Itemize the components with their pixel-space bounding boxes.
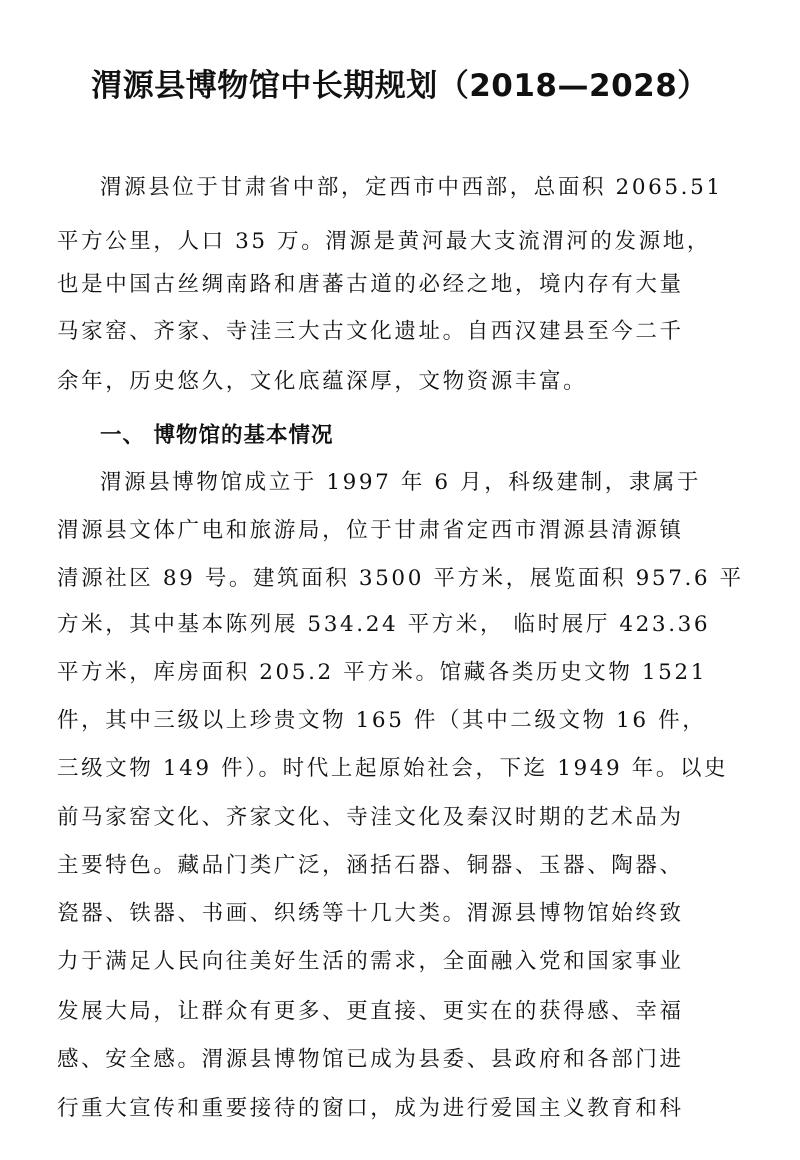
body-line: 感、安全感。渭源县博物馆已成为县委、县政府和各部门进 [57, 1047, 684, 1072]
intro-line: 渭源县位于甘肃省中部，定西市中西部，总面积 2065.51 [100, 175, 723, 200]
body-line: 件，其中三级以上珍贵文物 165 件（其中二级文物 16 件， [57, 708, 707, 733]
body-line: 方米，其中基本陈列展 534.24 平方米， 临时展厅 423.36 [57, 612, 711, 637]
intro-line: 余年，历史悠久，文化底蕴深厚，文物资源丰富。 [57, 369, 588, 394]
body-line: 主要特色。藏品门类广泛，涵括石器、铜器、玉器、陶器、 [57, 853, 684, 878]
body-line: 渭源县博物馆成立于 1997 年 6 月，科级建制，隶属于 [100, 470, 702, 495]
intro-line: 平方公里，人口 35 万。渭源是黄河最大支流渭河的发源地， [57, 229, 711, 254]
body-line: 行重大宣传和重要接待的窗口，成为进行爱国主义教育和科 [57, 1096, 684, 1121]
intro-line: 马家窑、齐家、寺洼三大古文化遗址。自西汉建县至今二千 [57, 319, 684, 344]
body-line: 清源社区 89 号。建筑面积 3500 平方米，展览面积 957.6 平 [57, 566, 744, 591]
body-line: 三级文物 149 件）。时代上起原始社会，下迄 1949 年。以史 [57, 756, 729, 781]
body-line: 前马家窑文化、齐家文化、寺洼文化及秦汉时期的艺术品为 [57, 805, 684, 830]
body-line: 平方米，库房面积 205.2 平方米。馆藏各类历史文物 1521 [57, 660, 707, 685]
document-title: 渭源县博物馆中长期规划（2018—2028） [91, 68, 709, 104]
body-line: 发展大局，让群众有更多、更直接、更实在的获得感、幸福 [57, 999, 684, 1024]
body-line: 力于满足人民向往美好生活的需求，全面融入党和国家事业 [57, 949, 684, 974]
intro-line: 也是中国古丝绸南路和唐蕃古道的必经之地，境内存有大量 [57, 272, 684, 297]
body-line: 瓷器、铁器、书画、织绣等十几大类。渭源县博物馆始终致 [57, 901, 684, 926]
section-heading: 一、 博物馆的基本情况 [100, 423, 334, 448]
body-line: 渭源县文体广电和旅游局，位于甘肃省定西市渭源县清源镇 [57, 518, 684, 543]
